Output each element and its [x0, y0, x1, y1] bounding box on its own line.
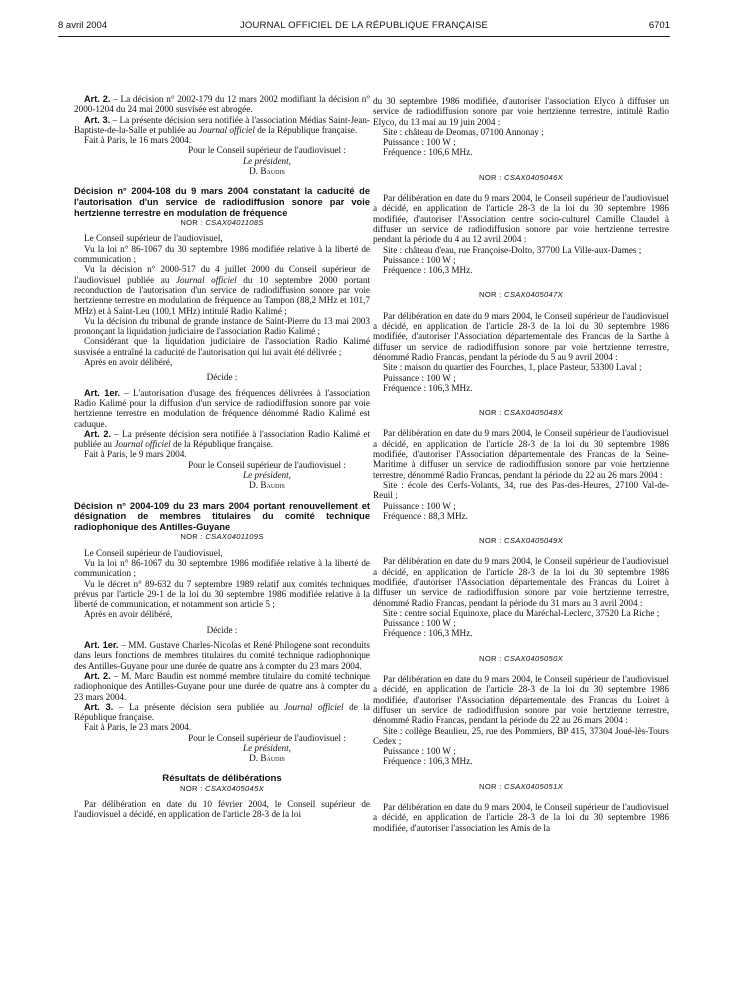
power-line: Puissance : 100 W ;: [383, 137, 456, 148]
nor-line: NOR : CSAX0405051X: [479, 781, 563, 791]
article-2: Art. 2. – M. Marc Baudin est nommé membre titulaire du comité technique radiophonique des Antilles-Guyane pour une durée de quatre ans à compter du 23 mars 2004.: [74, 670, 370, 702]
nor-line: NOR : CSAX0405046X: [479, 172, 563, 182]
recital: Après en avoir délibéré,: [84, 357, 173, 368]
done-at: Fait à Paris, le 23 mars 2004.: [84, 722, 192, 733]
recital: Après en avoir délibéré,: [84, 609, 173, 620]
signature-name: D. Baudis: [249, 480, 285, 491]
site-line: Site : centre social Equinoxe, place du Maréchal-Leclerc, 37520 La Riche ;: [383, 607, 660, 618]
page-number: 6701: [648, 20, 670, 31]
decision-108-title: Décision n° 2004-108 du 9 mars 2004 constatant la caducité de l'autorisation d'un service de radiodiffusion sonore par voie hertzienne terrestre en modulation de fréquence: [74, 186, 370, 218]
decision-109-nor: NOR : CSAX0401109S: [180, 532, 264, 542]
power-line: Puissance : 100 W ;: [383, 500, 456, 511]
site-line: Site : collège Beaulieu, 25, rue des Pommiers, BP 415, 37304 Joué-lès-Tours Cedex ;: [373, 725, 669, 746]
signature-name: D. Baudis: [249, 753, 285, 764]
power-line: Puissance : 100 W ;: [383, 618, 456, 629]
decision-109-title: Décision n° 2004-109 du 23 mars 2004 portant renouvellement et désignation de membres titulaires du comité technique radiophonique des Antilles-Guyane: [74, 500, 370, 532]
nor-line: NOR : CSAX0405049X: [479, 536, 563, 546]
frequency-line: Fréquence : 106,3 MHz.: [383, 265, 473, 276]
article-label: Art. 1er.: [84, 640, 119, 651]
signature-title: Le président,: [243, 743, 291, 753]
decides: Décide :: [206, 624, 238, 635]
deliberation-text: Par délibération en date du 9 mars 2004, le Conseil supérieur de l'audiovisuel a décidé, en application de l'article 28-3 de la loi du 30 septembre 1986 modifiée, d'autoriser l'Association départementale des Francas de la Sarthe à diffuser un service de radiodiffusion sonore par voie hertzienne terrestre, dénommé Radio Francas, pendant la période du 5 au 9 avril 2004 :: [373, 310, 669, 362]
done-at: Fait à Paris, le 16 mars 2004.: [84, 135, 192, 146]
signature-for: Pour le Conseil supérieur de l'audiovisuel :: [188, 145, 346, 156]
recital: Considérant que la liquidation judiciaire de l'association Radio Kalimé susvisée a entraîné la caducité de l'autorisation qui lui avait été délivrée ;: [74, 336, 370, 357]
signature-for: Pour le Conseil supérieur de l'audiovisuel :: [188, 732, 346, 743]
nor-line: NOR : CSAX0405050X: [479, 653, 563, 663]
site-line: Site : château de Deomas, 07100 Annonay ;: [383, 126, 544, 137]
right-column: [373, 96, 669, 833]
power-line: Puissance : 100 W ;: [383, 372, 456, 383]
nor-line: NOR : CSAX0405048X: [479, 408, 563, 418]
deliberation-text: du 30 septembre 1986 modifiée, d'autoriser l'association Elyco à diffuser un service de radiodiffusion sonore par voie hertzienne terrestre, intitulé Radio Elyco, du 13 mai au 19 juin 2004 :: [373, 96, 669, 127]
article-label: Art. 1er.: [84, 387, 121, 398]
frequency-line: Fréquence : 106,3 MHz.: [383, 756, 473, 767]
article-label: Art. 3.: [84, 114, 111, 125]
decides: Décide :: [206, 372, 238, 383]
issue-date: 8 avril 2004: [58, 20, 108, 31]
article-label: Art. 2.: [84, 94, 111, 104]
signature-for: Pour le Conseil supérieur de l'audiovisuel :: [188, 459, 346, 470]
recital: Le Conseil supérieur de l'audiovisuel,: [84, 233, 223, 244]
site-line: Site : château d'eau, rue Françoise-Dolto, 37700 La Ville-aux-Dames ;: [383, 244, 642, 255]
article-2: Art. 2. – La décision n° 2002-179 du 12 mars 2002 modifiant la décision n° 2000-1204 du 24 mai 2000 susvisée est abrogée.: [74, 94, 371, 115]
power-line: Puissance : 100 W ;: [383, 746, 456, 757]
signature-name: D. Baudis: [249, 166, 285, 177]
deliberation-text: Par délibération en date du 9 mars 2004, le Conseil supérieur de l'audiovisuel a décidé, en application de l'article 28-3 de la loi du 30 septembre 1986 modifiée, d'autoriser l'Association départementale des Francas de la Seine-Maritime à diffuser un service de radiodiffusion sonore par voie hertzienne terrestre, dénommé Radio Francas, pendant la période du 22 au 26 mars 2004 :: [373, 428, 669, 480]
site-line: Site : maison du quartier des Fourches, 1, place Pasteur, 53300 Laval ;: [383, 362, 642, 373]
frequency-line: Fréquence : 106,3 MHz.: [383, 628, 473, 639]
done-at: Fait à Paris, le 9 mars 2004.: [84, 449, 187, 460]
article-1: Art. 1er. – L'autorisation d'usage des fréquences délivrées à l'association Radio Kalimé pour la diffusion d'un service de radiodiffusion sonore par voie hertzienne terrestre en modulation de fréquence dénommé Radio Kalimé est caduque.: [74, 387, 370, 429]
article-label: Art. 2.: [84, 428, 112, 439]
article-label: Art. 3.: [84, 701, 114, 712]
deliberation-text: Par délibération en date du 9 mars 2004, le Conseil supérieur de l'audiovisuel a décidé, en application de l'article 28-3 de la loi du 30 septembre 1986 modifiée, d'autoriser l'Association départementale des Francas du Loiret à diffuser un service de radiodiffusion sonore par voie hertzienne terrestre, dénommé Radio Francas, pendant la période du 22 au 26 mars 2004 :: [373, 674, 669, 726]
recital: Le Conseil supérieur de l'audiovisuel,: [84, 547, 223, 558]
deliberation-text: Par délibération en date du 9 mars 2004, le Conseil supérieur de l'audiovisuel a décidé, en application de l'article 28-3 de la loi du 30 septembre 1986 modifiée, d'autoriser l'Association centre socio-culturel Camille Claudel à diffuser un service de radiodiffusion sonore par voie hertzienne terrestre pendant la période du 4 au 12 avril 2004 :: [373, 193, 669, 245]
frequency-line: Fréquence : 106,6 MHz.: [383, 147, 473, 158]
article-2: Art. 2. – La présente décision sera notifiée à l'association Radio Kalimé et publiée au Journal officiel de la République française.: [74, 428, 370, 450]
page-header: [58, 20, 670, 34]
recital: Vu la loi n° 86-1067 du 30 septembre 1986 modifiée relative à la liberté de communication ;: [74, 243, 370, 265]
article-3: Art. 3. – La présente décision sera publiée au Journal officiel de la République française.: [74, 701, 371, 723]
header-rule: [58, 36, 670, 37]
left-column: [74, 94, 370, 820]
journal-title: JOURNAL OFFICIEL DE LA RÉPUBLIQUE FRANÇAISE: [239, 20, 489, 31]
recital: Vu la décision du tribunal de grande instance de Saint-Pierre du 13 mai 2003 prononçant la liquidation judiciaire de l'association Radio Kalimé ;: [74, 315, 370, 337]
article-1: Art. 1er. – MM. Gustave Charles-Nicolas et René Philogene sont reconduits dans leurs fonctions de membres titulaires du comité technique radiophonique des Antilles-Guyane pour une durée de quatre ans à compter du 23 mars 2004.: [74, 640, 370, 671]
deliberation-text: Par délibération en date du 9 mars 2004, le Conseil supérieur de l'audiovisuel a décidé, en application de l'article 28-3 de la loi du 30 septembre 1986 modifiée, d'autoriser l'Association départementale des Francas du Loiret à diffuser un service de radiodiffusion sonore par voie hertzienne terrestre, dénommé Radio Francas, pendant la période du 31 mars au 3 avril 2004 :: [373, 556, 669, 608]
deliberation-text: Par délibération en date du 9 mars 2004, le Conseil supérieur de l'audiovisuel a décidé, en application de l'article 28-3 de la loi du 30 septembre 1986 modifiée, d'autoriser l'association les Amis de la: [373, 802, 669, 833]
deliberation-text: Par délibération en date du 10 février 2004, le Conseil supérieur de l'audiovisuel a décidé, en application de l'article 28-3 de la loi: [74, 799, 370, 820]
frequency-line: Fréquence : 88,3 MHz.: [383, 510, 468, 521]
results-title: Résultats de délibérations: [162, 772, 282, 784]
signature-title: Le président,: [243, 155, 291, 166]
signature-title: Le président,: [243, 469, 291, 480]
results-nor: NOR : CSAX0405045X: [180, 783, 264, 793]
recital: Vu le décret n° 89-632 du 7 septembre 1989 relatif aux comités techniques prévus par l'article 29-1 de la loi du 30 septembre 1986 modifiée relative à la liberté de communication, et notamment son article 5 ;: [74, 578, 370, 610]
recital: Vu la décision n° 2000-517 du 4 juillet 2000 du Conseil supérieur de l'audiovisuel publiée au Journal officiel du 10 septembre 2000 portant reconduction de l'autorisation d'un service de radiodiffusion sonore par voie hertzienne terrestre en modulation de fréquence au Tampon (88,2 MHz et 101,7 MHz) et à Saint-Leu (100,1 MHz) intitulé Radio Kalimé ;: [74, 264, 371, 316]
article-3: Art. 3. – La présente décision sera notifiée à l'association Médias Saint-Jean-Baptiste-de-la-Salle et publiée au Journal officiel de la République française.: [74, 114, 370, 135]
recital: Vu la loi n° 86-1067 du 30 septembre 1986 modifiée relative à la liberté de communication ;: [74, 557, 370, 579]
power-line: Puissance : 100 W ;: [383, 254, 456, 265]
nor-line: NOR : CSAX0405047X: [479, 290, 563, 300]
decision-108-nor: NOR : CSAX0401108S: [180, 218, 264, 228]
site-line: Site : école des Cerfs-Volants, 34, rue des Pas-des-Heures, 27100 Val-de-Reuil ;: [373, 479, 669, 501]
article-label: Art. 2.: [84, 670, 111, 681]
frequency-line: Fréquence : 106,3 MHz.: [383, 382, 473, 393]
